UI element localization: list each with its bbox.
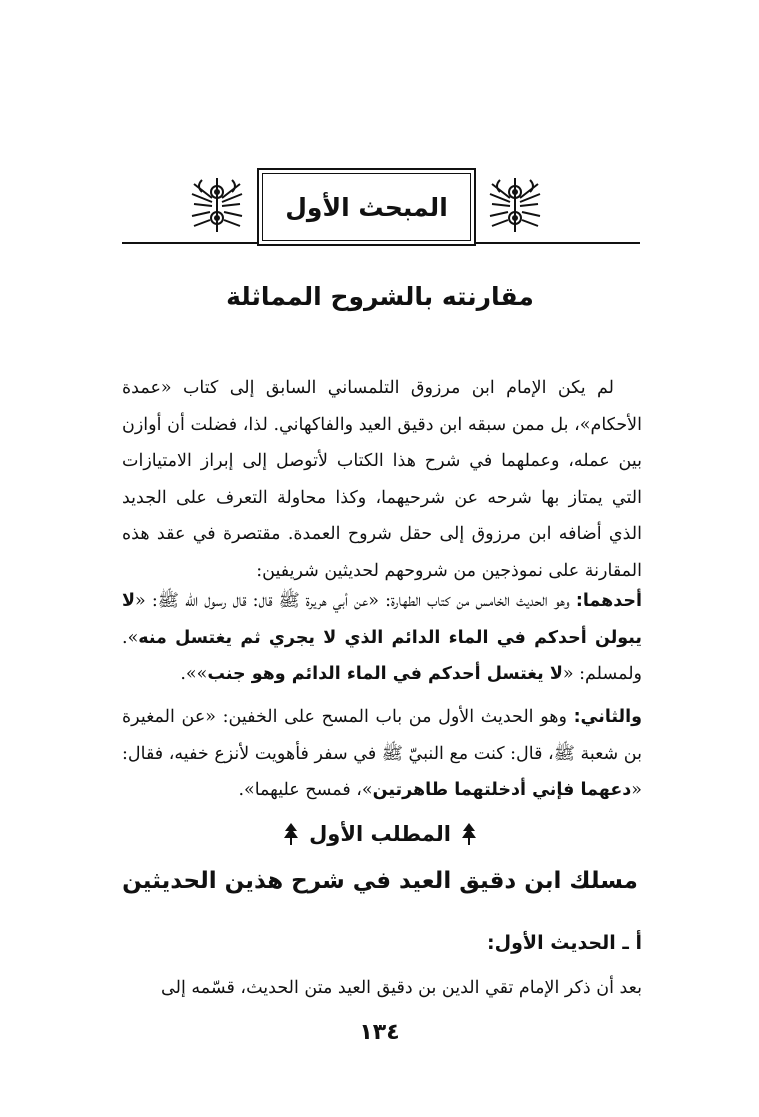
sub-section-title: [100, 822, 660, 846]
paragraph-text: بعد أن ذكر الإمام تقي الدين بن دقيق العيد متن الحديث، قسّمه إلى: [161, 978, 642, 998]
hadith-text: لا يغتسل أحدكم في الماء الدائم وهو جنب: [207, 664, 563, 684]
paragraph-text: [122, 699, 642, 809]
body-paragraph: [122, 970, 642, 1007]
floral-ornament-icon: [184, 174, 250, 236]
text-run: »».: [180, 664, 208, 684]
point-heading: أ ـ الحديث الأول:: [487, 932, 642, 954]
paragraph-label: أحدهما:: [575, 591, 642, 611]
tree-ornament-icon: [461, 822, 477, 846]
text-run: وهو الحديث الخامس من كتاب الطهارة: «عن أبي هريرة ﷺ قال: قال رسول الله ﷺ: «: [135, 591, 576, 611]
sub-section-title-text: المطلب الأول: [309, 822, 451, 846]
body-paragraph: [122, 370, 642, 589]
paragraph-label: والثاني:: [573, 707, 642, 727]
paragraph-text: [122, 583, 642, 693]
section-title: المبحث الأول: [285, 192, 448, 222]
paragraph-text: لم يكن الإمام ابن مرزوق التلمساني السابق إلى كتاب «عمدة الأحكام»، بل ممن سبقه ابن دقيق العيد والفاكهاني. لذا، فضلت أن أوازن بين عمله، وعملهما في شرح هذا الكتاب لأتوصل إلى إبراز الامتيازات التي يمتاز بها شرحه عن شرحيهما، وكذا محاولة التعرف على الجديد الذي أضافه ابن مرزوق إلى حقل شروح العمدة. مقتصرة في عقد هذه المقارنة على نموذجين من شروحهم لحديثين شريفين:: [122, 378, 642, 581]
text-run: وهو الحديث الأول من باب المسح على الخفين: «عن المغيرة بن شعبة ﷺ، قال: كنت مع النبيّ ﷺ في سفر فأهويت لأنزع خفيه، فقال: «: [122, 707, 642, 800]
page-number: ١٣٤: [359, 1020, 400, 1045]
chapter-subtitle: مقارنته بالشروح المماثلة: [226, 282, 534, 311]
section-title-box: [257, 168, 476, 246]
sub-section-heading: مسلك ابن دقيق العيد في شرح هذين الحديثين: [122, 868, 638, 894]
tree-ornament-icon: [283, 822, 299, 846]
hadith-text: دعهما فإني أدخلتهما طاهرتين: [372, 780, 632, 800]
body-paragraph: [122, 583, 642, 693]
floral-ornament-icon: [482, 174, 548, 236]
text-run: ». ولمسلم: «: [122, 627, 642, 684]
section-header: [122, 168, 640, 252]
body-paragraph: [122, 699, 642, 809]
hadith-text: لا يبولن أحدكم في الماء الدائم الذي لا يجري ثم يغتسل منه: [122, 591, 642, 648]
text-run: »، فمسح عليهما».: [238, 780, 373, 800]
